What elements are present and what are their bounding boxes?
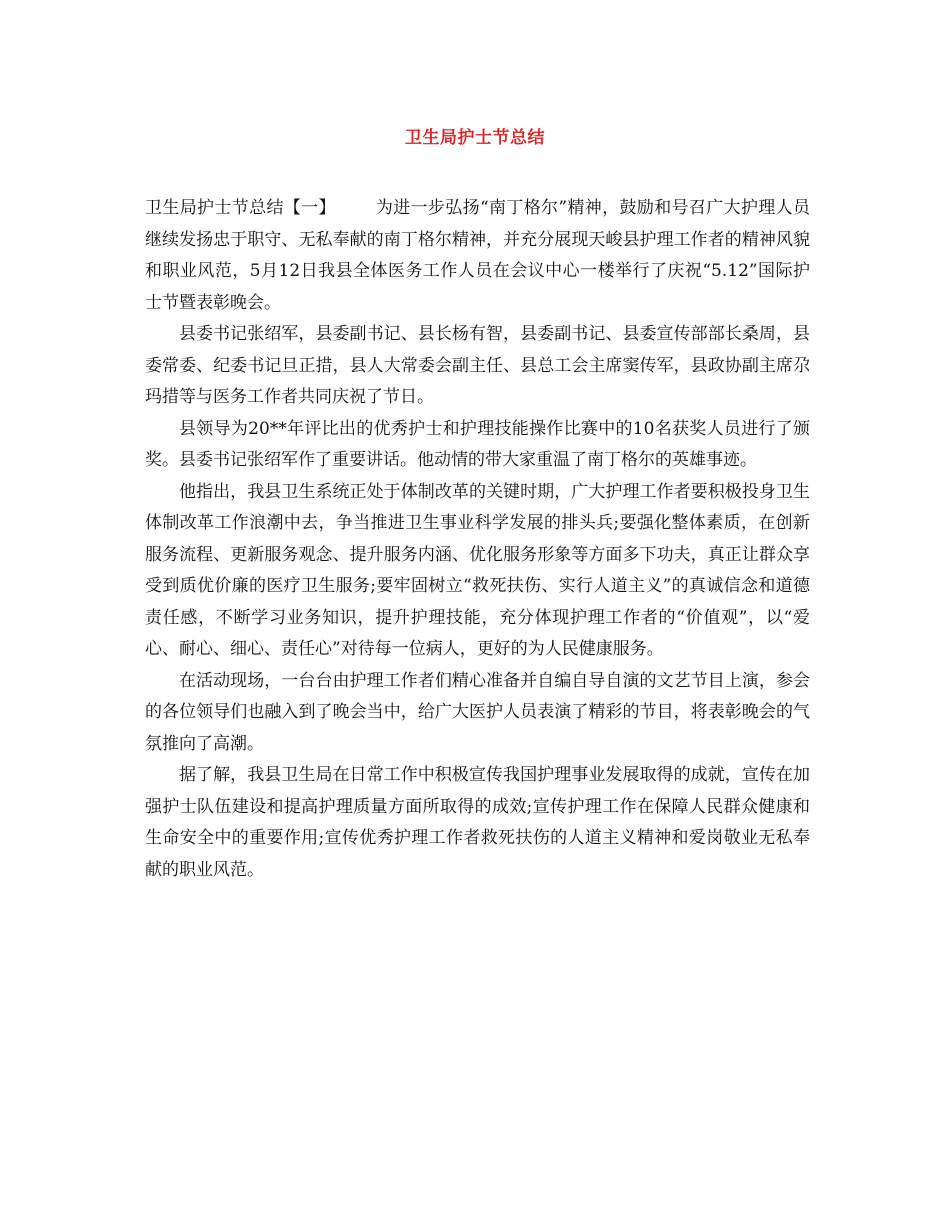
- document-body: [145, 193, 810, 886]
- body-paragraph-3: 县领导为20**年评比出的优秀护士和护理技能操作比赛中的10名获奖人员进行了颁奖。县委书记张绍军作了重要讲话。他动情的带大家重温了南丁格尔的英雄事迹。: [145, 418, 810, 470]
- body-paragraph-5: 在活动现场，一台台由护理工作者们精心准备并自编自导自演的文艺节目上演，参会的各位领导们也融入到了晚会当中，给广大医护人员表演了精彩的节目，将表彰晚会的气氛推向了高潮。: [145, 670, 810, 754]
- section-heading: 卫生局护士节总结【一】: [145, 198, 336, 218]
- paragraph-text: 为进一步弘扬“南丁格尔”精神，鼓励和号召广大护理人员继续发扬忠于职守、无私奉献的南丁格尔精神，并充分展现天峻县护理工作者的精神风貌和职业风范，5月12日我县全体医务工作人员在会议中心一楼举行了庆祝“5.12”国际护士节暨表彰晚会。: [145, 198, 810, 313]
- body-paragraph-2: 县委书记张绍军，县委副书记、县长杨有智，县委副书记、县委宣传部部长桑周，县委常委、纪委书记旦正措，县人大常委会副主任、县总工会主席窦传军，县政协副主席尕玛措等与医务工作者共同庆祝了节日。: [145, 324, 810, 407]
- document-title: 卫生局护士节总结: [405, 128, 545, 148]
- body-paragraph-6: 据了解，我县卫生局在日常工作中积极宣传我国护理事业发展取得的成就，宣传在加强护士队伍建设和提高护理质量方面所取得的成效;宣传护理工作在保障人民群众健康和生命安全中的重要作用;宣传优秀护理工作者救死扶伤的人道主义精神和爱岗敬业无私奉献的职业风范。: [145, 765, 810, 880]
- body-paragraph-4: 他指出，我县卫生系统正处于体制改革的关键时期，广大护理工作者要积极投身卫生体制改革工作浪潮中去，争当推进卫生事业科学发展的排头兵;要强化整体素质，在创新服务流程、更新服务观念、提升服务内涵、优化服务形象等方面多下功夫，真正让群众享受到质优价廉的医疗卫生服务;要牢固树立“救死扶伤、实行人道主义”的真诚信念和道德责任感，不断学习业务知识，提升护理技能，充分体现护理工作者的“价值观”，以“爱心、耐心、细心、责任心”对待每一位病人，更好的为人民健康服务。: [145, 481, 810, 659]
- body-paragraph-1: [145, 193, 810, 319]
